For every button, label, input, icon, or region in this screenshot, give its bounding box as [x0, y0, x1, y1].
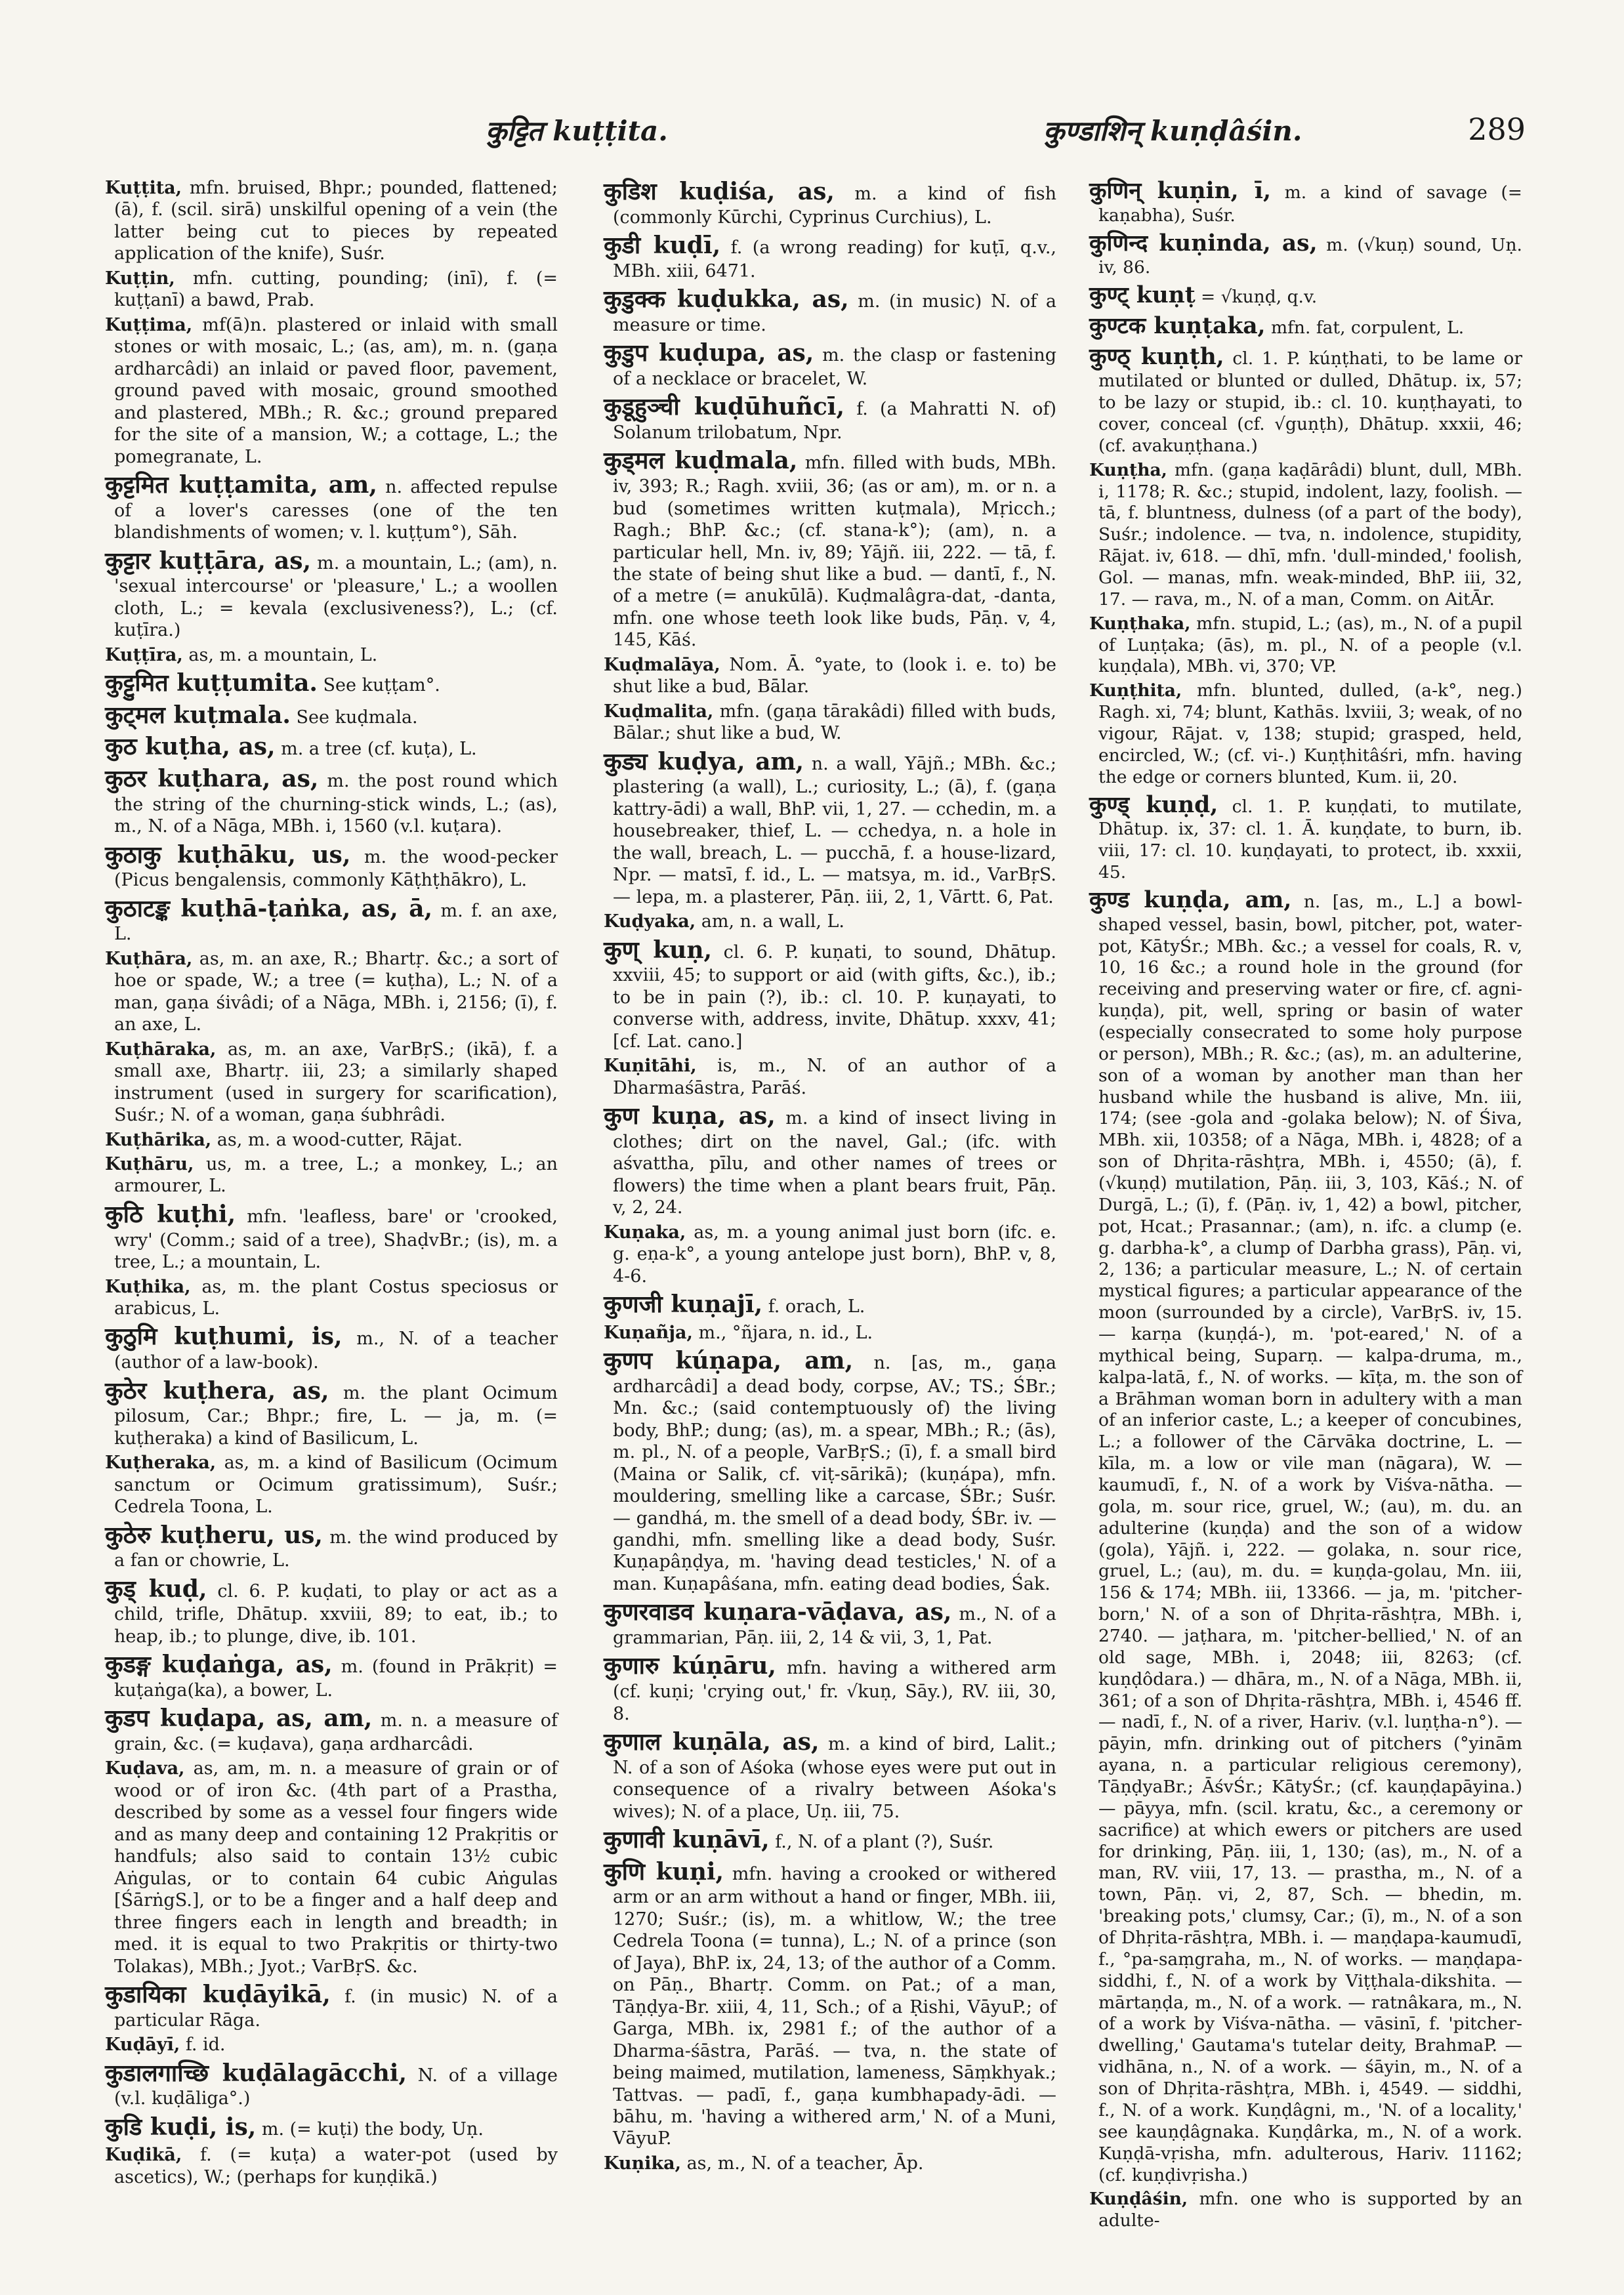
entry-definition: mfn. 'leafless, bare' or 'crooked, wry' (Comm.; said of a tree), ShaḍvBr.; (is), m. a tree, L.; a mountain, L. [114, 1206, 558, 1273]
left-running-head: कुट्टित kuṭṭita. [486, 115, 668, 147]
dictionary-entry [105, 701, 558, 730]
entry-headword: Kuṭhika, [105, 1276, 191, 1297]
dictionary-entry [105, 268, 558, 312]
entry-definition: m. the post round which the string of the churning-stick winds, L.; (as), m., N. of a Nāga, MBh. i, 1560 (v.l. kuṭara). [114, 771, 558, 837]
dictionary-entry [105, 1039, 558, 1127]
entry-definition: m., N. of a grammarian, Pāṇ. iii, 2, 14 & vii, 3, 1, Pat. [613, 1604, 1056, 1648]
entry-headword: Kuṇṭhita, [1089, 680, 1182, 701]
entry-definition: m. a kind of savage (= kaṇabha), Suśr. [1098, 182, 1522, 226]
entry-headword: कुण kuṇa, as, [604, 1102, 776, 1130]
entry-definition: Nom. Ā. °yate, to (look i. e. to) be shut like a bud, Bālar. [613, 654, 1056, 697]
entry-headword: कुण् kuṇ, [604, 936, 713, 964]
entry-definition: us, m. a tree, L.; a monkey, L.; an armourer, L. [114, 1154, 558, 1197]
entry-headword: कुण्ड kuṇḍa, am, [1089, 886, 1292, 913]
entry-definition: as, m. the plant Costus speciosus or arabicus, L. [114, 1276, 558, 1319]
entry-headword: Kuṭhāru, [105, 1154, 194, 1174]
entry-definition: n. affected repulse of a lover's caresses (one of the ten blandishments of women; v. l. kuṭṭum°), Sāh. [114, 477, 558, 543]
dictionary-entry [604, 911, 1056, 932]
entry-definition: m. the clasp or fastening of a necklace or bracelet, W. [613, 345, 1057, 389]
dictionary-entry [105, 470, 558, 544]
entry-headword: कुट्टमित kuṭṭamita, am, [105, 471, 377, 499]
entry-headword: Kuṇitāhi, [604, 1056, 697, 1077]
entry-definition: f. (a Mahratti N. of) Solanum trilobatum, Npr. [613, 399, 1056, 443]
dictionary-entry [105, 2059, 558, 2110]
entry-headword: कुडुक्क kuḍukka, as, [604, 285, 849, 314]
dictionary-entry [105, 1376, 558, 1450]
entry-headword: Kuṭheraka, [105, 1453, 217, 1474]
entry-headword: Kuṭhāra, [105, 948, 193, 969]
dictionary-entry [604, 1857, 1056, 2150]
entry-headword: कुण्ठ् kuṇṭh, [1089, 343, 1224, 370]
page-header [105, 112, 1526, 164]
dictionary-entry [105, 177, 558, 265]
dictionary-entry [604, 747, 1056, 908]
dictionary-entry [1089, 680, 1522, 788]
entry-headword: Kuṭhāraka, [105, 1039, 217, 1060]
dictionary-entry [105, 2144, 558, 2188]
entry-headword: कुडायिका kuḍāyikā, [105, 1981, 331, 2009]
entry-definition: m. f. an axe, L. [114, 900, 558, 945]
entry-definition: mf(ā)n. plastered or inlaid with small stones or with mosaic, L.; (as, am), m. n. (gaṇa ardharcâdi) an inlaid or paved floor, pavement, ground paved with mosaic, ground smoothed and plastered, MBh.; R. &c.; ground prepared for the site of a mansion, W.; a cottage, L.; the pomegranate, L. [114, 314, 558, 467]
dictionary-entry [105, 732, 558, 762]
dictionary-entry [105, 547, 558, 642]
right-running-head: कुण्डाशिन् kuṇḍâśin. [1043, 115, 1302, 147]
entry-definition: as, m. a wood-cutter, Rājat. [211, 1129, 463, 1150]
entry-definition: m., N. of a teacher (author of a law-book). [114, 1329, 558, 1373]
dictionary-entry [604, 1322, 1056, 1344]
dictionary-entry [105, 1153, 558, 1197]
entry-definition: m. (√kuṇ) sound, Uṇ. iv, 86. [1098, 234, 1522, 278]
dictionary-entry [105, 1129, 558, 1151]
dictionary-entry [105, 764, 558, 838]
dictionary-entry [1089, 312, 1522, 341]
dictionary-entry [604, 2153, 1056, 2174]
entry-headword: कुडि kuḍi, is, [105, 2113, 257, 2141]
dictionary-entry [1089, 613, 1522, 678]
entry-definition: m. a mountain, L.; (am), n. 'sexual intercourse' or 'pleasure,' L.; a woollen cloth, L.; = kevala (exclusiveness?), L.; (cf. kuṭīra.) [114, 552, 558, 641]
entry-headword: Kuḍyaka, [604, 911, 696, 932]
dictionary-entry [604, 1222, 1056, 1287]
dictionary-entry [105, 948, 558, 1036]
entry-definition: f. (a wrong reading) for kuṭī, q.v., MBh. xiii, 6471. [613, 238, 1057, 281]
dictionary-entry [1089, 230, 1522, 279]
dictionary-entry [105, 669, 558, 698]
entry-definition: is, m., N. of an author of a Dharmaśāstra, Parāś. [613, 1056, 1056, 1098]
entry-definition: N. of a village (v.l. kuḍāliga°.) [114, 2065, 558, 2109]
entry-definition: as, m. an axe, R.; Bhartṛ. &c.; a sort of hoe or spade, W.; a tree (= kuṭha), L.; N. of a man, gaṇa śivâdi; of a Nāga, MBh. i, 2156; (ī), f. an axe, L. [114, 948, 558, 1035]
entry-definition: as, am, m. n. a measure of grain or of wood or of iron &c. (4th part of a Prastha, described by some as a vessel four fingers wide and as many deep and containing 12 Prakṛitis or handfuls; also said to contain 13½ cubic Aṅgulas, or to contain 64 cubic Aṅgulas [ŚārṅgS.], or to be a finger and a half deep and three fingers each in length and breadth; in med. it is equal to two Prakṛitis or thirty-two Tolakas), MBh.; Jyot.; VarBṛS. &c. [114, 1758, 558, 1977]
entry-definition: m. the wood-pecker (Picus bengalensis, commonly Kāṭhṭhākro), L. [114, 846, 558, 891]
entry-definition: as, m., N. of a teacher, Āp. [681, 2153, 924, 2174]
entry-headword: कुठ kuṭha, as, [105, 733, 276, 761]
entry-definition: m. the plant Ocimum pilosum, Car.; Bhpr.; fire, L. — ja, m. (= kuṭheraka) a kind of Basilicum, L. [114, 1382, 558, 1449]
dictionary-entry [604, 701, 1056, 745]
entry-headword: कुड् kuḍ, [105, 1575, 207, 1603]
dictionary-entry [105, 1200, 558, 1273]
entry-headword: कुणजी kuṇajī, [604, 1290, 763, 1318]
column-3 [1089, 177, 1522, 2235]
entry-headword: Kuṇḍâśin, [1089, 2189, 1188, 2210]
entry-definition: cl. 6. P. kuḍati, to play or act as a child, trifle, Dhātup. xxviii, 89; to eat, ib.; to heap, ib.; to plunge, dive, ib. 101. [114, 1581, 558, 1647]
entry-definition: f. (in music) N. of a particular Rāga. [114, 1987, 558, 2031]
entry-definition: as, m. a kind of Basilicum (Ocimum sanctum or Ocimum gratissimum), Suśr.; Cedrela Toona, L. [114, 1453, 558, 1518]
entry-headword: कुणिन्द kuṇinda, as, [1089, 230, 1318, 257]
entry-definition: n. a wall, Yājñ.; MBh. &c.; plastering (a wall), L.; curiosity, L.; (ā), f. (gaṇa kattry-ādi) a wall, BhP. vii, 1, 27. — cchedin, m. a housebreaker, thief, L. — cchedya, n. a hole in the wall, breach, L. — pucchā, f. a house-lizard, Npr. — matsī, f. id., L. — matsya, m. id., VarBṛS. — lepa, m. a plasterer, Pāṇ. iii, 2, 1, Vārtt. 6, Pat. [613, 753, 1056, 907]
entry-headword: कुणप kúṇapa, am, [604, 1347, 854, 1375]
entry-headword: Kuṭhārika, [105, 1129, 212, 1150]
entry-headword: कुठि kuṭhi, [105, 1200, 236, 1228]
dictionary-entry [604, 231, 1056, 282]
entry-definition: = √kuṇḍ, q.v. [1195, 287, 1318, 308]
dictionary-entry [604, 177, 1056, 228]
dictionary-entry [604, 285, 1056, 336]
entry-headword: कुड्मल kuḍmala, [604, 447, 798, 475]
entry-headword: कुणि kuṇi, [604, 1857, 724, 1886]
dictionary-entry [604, 1102, 1056, 1219]
dictionary-entry [1089, 791, 1522, 884]
entry-headword: Kuṇṭha, [1089, 459, 1167, 480]
dictionary-entry [1089, 2189, 1522, 2232]
dictionary-entry [105, 2034, 558, 2056]
entry-definition: mfn. stupid, L.; (as), m., N. of a pupil of Luṇṭaka; (ās), m. pl., N. of a people (v.l. kuṇḍala), MBh. vi, 370; VP. [1098, 613, 1522, 677]
entry-definition: mfn. (gaṇa tārakâdi) filled with buds, Bālar.; shut like a bud, W. [613, 701, 1056, 744]
entry-headword: कुट्टुमित kuṭṭumita. [105, 669, 318, 697]
entry-headword: Kuṭṭima, [105, 314, 193, 335]
entry-headword: कुणाल kuṇāla, as, [604, 1728, 820, 1756]
entry-headword: कुडालगाच्छि kuḍālagācchi, [105, 2059, 407, 2087]
entry-definition: cl. 6. P. kuṇati, to sound, Dhātup. xxviii, 45; to support or aid (with gifts, &c.), ib.; to be in pain (?), ib.: cl. 10. P. kuṇayati, to converse with, address, invite, Dhātup. xxxv, 41; [cf. Lat. cano.] [613, 941, 1056, 1052]
dictionary-entry [1089, 886, 1522, 2186]
entry-headword: Kuḍikā, [105, 2145, 182, 2166]
entry-definition: mfn. filled with buds, MBh. iv, 393; R.; Ragh. xviii, 36; (as or am), m. or n. a bud (sometimes written kuṭmala), Mṛicch.; Ragh.; BhP. &c.; (cf. stana-k°); (am), n. a particular hell, Mn. iv, 89; Yājñ. iii, 222. — tā, f. the state of being shut like a bud. — dantī, f., N. of a metre (= anukūlā). Kuḍmalâgra-dat, -danta, mfn. one whose teeth look like buds, Pāṇ. v, 4, 145, Kāś. [613, 453, 1056, 651]
entry-headword: कुण्ट् kuṇṭ [1089, 282, 1196, 309]
dictionary-entry [604, 1598, 1056, 1649]
entry-headword: Kuṭṭīra, [105, 644, 183, 665]
dictionary-entry [105, 1276, 558, 1320]
entry-definition: mfn. cutting, pounding; (inī), f. (= kuṭṭanī) a bawd, Prab. [114, 268, 558, 311]
dictionary-entry [604, 1651, 1056, 1725]
dictionary-entry [604, 936, 1056, 1053]
entry-headword: कुडिश kuḍiśa, as, [604, 178, 835, 205]
entry-headword: Kuḍāyī, [105, 2035, 180, 2056]
dictionary-entry [105, 1980, 558, 2031]
dictionary-entry [105, 894, 558, 945]
dictionary-entry [105, 1758, 558, 1977]
entry-headword: कुठेर kuṭhera, as, [105, 1376, 329, 1405]
dictionary-entry [604, 446, 1056, 651]
dictionary-entry [105, 1650, 558, 1701]
entry-definition: mfn. having a crooked or withered arm or an arm without a hand or finger, MBh. iii, 1270; Suśr.; (is), m. a whitlow, W.; the tree Cedrela Toona (= tunna), L.; N. of a prince (son of Jaya), BhP. ix, 24, 13; of the author of a Comm. on Pāṇ., Bhartṛ. Comm. on Pat.; of a man, Tāṇḍya-Br. xiii, 4, 11, Sch.; of a Ṛishi, VāyuP.; of Garga, MBh. ix, 2981 f.; of the author of a Dharma-śāstra, Parāś. — tva, n. the state of being maimed, mutilation, lameness, Sāṃkhyak.; Tattvas. — padī, f., gaṇa kumbhapady-ādi. — bāhu, m. 'having a withered arm,' N. of a Muni, VāyuP. [613, 1863, 1056, 2149]
entry-definition: f., N. of a plant (?), Suśr. [769, 1832, 994, 1853]
entry-headword: कुडप kuḍapa, as, am, [105, 1705, 373, 1733]
dictionary-entry [105, 644, 558, 666]
entry-definition: cl. 1. P. kuṇḍati, to mutilate, Dhātup. ix, 37: cl. 1. Ā. kuṇḍate, to burn, ib. viii, 17: cl. 10. kuṇḍayati, to protect, ib. xxxii, 45. [1098, 796, 1523, 883]
entry-headword: कुट्मल kuṭmala. [105, 701, 291, 729]
entry-headword: कुडूहुञ्ची kuḍūhuñcī, [604, 393, 845, 421]
entry-definition: am, n. a wall, L. [696, 911, 845, 932]
dictionary-entry [105, 840, 558, 892]
entry-definition: m. n. a measure of grain, &c. (= kuḍava), gaṇa ardharcâdi. [114, 1710, 558, 1754]
entry-definition: m. a kind of insect living in clothes; dirt on the navel, Gal.; (ifc. with aśvattha, pīlu, and other names of trees or flowers) the time when a plant bears fruit, Pāṇ. v, 2, 24. [613, 1108, 1056, 1218]
entry-headword: कुण्ड् kuṇḍ, [1089, 791, 1218, 818]
column-1 [105, 177, 558, 2191]
entry-definition: m. (in music) N. of a measure or time. [613, 291, 1056, 335]
entry-definition: n. [as, m., gaṇa ardharcâdi] a dead body, corpse, AV.; TS.; ŚBr.; Mn. &c.; (said contemptuously of) the living body, BhP.; dung; (as), m. a spear, MBh.; R.; (ās), m. pl., N. of a people, VarBṛS.; (ī), f. a small bird (Maina or Salik, cf. viṭ-sārikā); (kuṇápa), mfn. mouldering, smelling like a carcase, ŚBr.; Suśr. — gandhá, m. the smell of a dead body, ŚBr. iv. — gandhi, mfn. smelling like a dead body, Suśr. Kuṇapâṇḍya, m. 'having dead testicles,' N. of a man. Kuṇapâśana, mfn. eating dead bodies, Śak. [613, 1353, 1056, 1594]
entry-headword: कुठुमि kuṭhumi, is, [105, 1323, 343, 1351]
entry-definition: mfn. bruised, Bhpr.; pounded, flattened; (ā), f. (scil. sirā) unskilful opening of a vein (the latter being cut to pieces by repeated application of the knife), Suśr. [114, 178, 558, 264]
entry-headword: कुण्टक kuṇṭaka, [1089, 312, 1266, 339]
entry-headword: कुडी kuḍī, [604, 232, 721, 260]
dictionary-entry [604, 339, 1056, 390]
dictionary-entry [1089, 281, 1522, 310]
entry-definition: m. the wind produced by a fan or chowrie, L. [114, 1527, 558, 1571]
entry-definition: m. (= kuṭi) the body, Uṇ. [256, 2119, 484, 2140]
entry-definition: m. a kind of fish (commonly Kūrchi, Cyprinus Curchius), L. [613, 184, 1056, 228]
dictionary-entry [1089, 460, 1522, 611]
entry-definition: mfn. having a withered arm (cf. kuṇi; 'crying out,' fr. √kuṇ, Sāy.), RV. iii, 30, 8. [613, 1658, 1056, 1724]
entry-headword: Kuṇaka, [604, 1222, 686, 1243]
entry-headword: कुड्य kuḍya, am, [604, 747, 804, 775]
entry-definition: mfn. fat, corpulent, L. [1265, 317, 1465, 338]
entry-definition: cl. 1. P. kúṇṭhati, to be lame or mutilated or blunted or dulled, Dhātup. ix, 57; to be lazy or stupid, ib.: cl. 10. kuṇṭhayati, to cover, conceal (cf. √guṇṭh), Dhātup. xxxii, 46; (cf. avakuṇṭhana.) [1098, 348, 1522, 456]
entry-definition: m. (found in Prākṛit) = kuṭaṅga(ka), a bower, L. [114, 1657, 558, 1701]
entry-headword: Kuṇañja, [604, 1322, 693, 1343]
entry-definition: mfn. one who is supported by an adulte- [1098, 2189, 1522, 2231]
entry-definition: m. a tree (cf. kuṭa), L. [275, 739, 477, 760]
column-2 [604, 177, 1056, 2177]
entry-headword: Kuḍmalāya, [604, 654, 720, 675]
entry-headword: Kuṭṭin, [105, 268, 175, 289]
dictionary-entry [105, 1575, 558, 1648]
entry-definition: as, m. an axe, VarBṛS.; (ikā), f. a small axe, Bhartṛ. iii, 23; a similarly shaped instrument (used in surgery for scarification), Suśr.; N. of a woman, gaṇa śubhrâdi. [114, 1039, 558, 1126]
entry-headword: Kuṇika, [604, 2153, 681, 2174]
entry-headword: कुडङ्ग kuḍaṅga, as, [105, 1651, 333, 1679]
entry-headword: Kuṭṭita, [105, 178, 182, 198]
entry-headword: Kuḍava, [105, 1758, 185, 1779]
entry-definition: See kuḍmala. [290, 707, 418, 728]
dictionary-entry [604, 1825, 1056, 1855]
dictionary-entry [604, 1346, 1056, 1595]
entry-headword: कुठर kuṭhara, as, [105, 765, 319, 793]
entry-headword: कुणरवाडव kuṇara-vāḍava, as, [604, 1598, 952, 1626]
entry-definition: mfn. blunted, dulled, (a-k°, neg.) Ragh. xi, 74; blunt, Kathās. lxviii, 3; weak, of no vigour, Rājat. v, 138; stupid; grasped, held, encircled, W.; (cf. vi-.) Kuṇṭhitâśri, mfn. having the edge or corners blunted, Kum. ii, 20. [1098, 680, 1522, 787]
dictionary-entry [604, 1055, 1056, 1099]
dictionary-entry [604, 392, 1056, 444]
entry-headword: कुठेरु kuṭheru, us, [105, 1521, 323, 1549]
entry-definition: f. id. [180, 2035, 226, 2056]
entry-definition: as, m. a mountain, L. [182, 644, 378, 665]
entry-definition: f. orach, L. [762, 1296, 865, 1317]
entry-headword: कुठाटङ्क kuṭhā-ṭaṅka, as, ā, [105, 894, 433, 922]
dictionary-entry [604, 654, 1056, 698]
dictionary-entry [105, 1322, 558, 1373]
entry-definition: n. [as, m., L.] a bowl-shaped vessel, basin, bowl, pitcher, pot, water-pot, KātyŚr.; MBh. &c.; a vessel for coals, R. v, 10, 16 &c.; a round hole in the ground (for receiving and preserving water or fire, cf. agni-kuṇḍa), pit, well, spring or basin of water (especially consecrated to some holy purpose or person), MBh.; R. &c.; (as), m. an adulterine, son of a woman by another man than her husband while the husband is alive, Mn. iii, 174; (see -gola and -golaka below); N. of Śiva, MBh. xii, 10358; of a Nāga, MBh. i, 4828; of a son of Dhṛita-rāshṭra, MBh. i, 4550; (ā), f. (√kuṇḍ) mutilation, Pāṇ. iii, 3, 103, Kāś.; N. of Durgā, L.; (ī), f. (Pāṇ. iv, 1, 42) a bowl, pitcher, pot, Hcat.; Prasannar.; (am), n. ifc. a clump (e. g. darbha-k°, a clump of Darbha grass), Pāṇ. vi, 2, 136; a particular measure, L.; N. of certain mystical figures; a particular appearance of the moon (surrounded by a circle), VarBṛS. iv, 15. — karṇa (kuṇḍá-), m. 'pot-eared,' N. of a mythical being, Suparṇ. — kalpa-druma, m., kalpa-latā, f., N. of works. — kīṭa, m. the son of a Brāhman woman born in adultery with a man of an inferior caste, L.; a keeper of concubines, L.; a follower of the Cārvāka doctrine, L. — kīla, m. a low or vile man (nāgara), W. — kaumudī, f., N. of a work by Viśva-nātha. — gola, m. sour rice, gruel, W.; (au), m. du. an adulterine (kuṇḍa) and the son of a widow (gola), Yājñ. i, 222. — golaka, n. sour rice, gruel, L.; (au), m. du. = kuṇḍa-golau, Mn. iii, 156 & 174; MBh. iii, 13366. — ja, m. 'pitcher-born,' N. of a son of Dhṛita-rāshṭra, MBh. i, 2740. — jaṭhara, m. 'pitcher-bellied,' N. of an old sage, MBh. i, 2048; iii, 8263; (cf. kuṇḍôdara.) — dhāra, m., N. of a Nāga, MBh. ii, 361; of a son of Dhṛita-rāshṭra, MBh. i, 4546 ff. — nadī, f., N. of a river, Hariv. (v.l. luṇṭha-n°). — pāyin, mfn. drinking out of pitchers (°yinām ayana, n. a particular religious ceremony), TāṇḍyaBr.; ĀśvŚr.; KātyŚr.; (cf. kauṇḍapāyina.) — pāyya, mfn. (scil. kratu, &c., a ceremony or sacrifice) at which ewers or pitchers are used for drinking, Pāṇ. iii, 1, 130; (as), m., N. of a man, RV. viii, 17, 13. — prastha, m., N. of a town, Pāṇ. vi, 2, 87, Sch. — bhedin, m. 'breaking pots,' clumsy, Car.; (ī), m., N. of a son of Dhṛita-rāshṭra, MBh. i. — maṇḍapa-kaumudī, f., °pa-saṃgraha, m., N. of works. — maṇḍapa-siddhi, f., N. of a work by Viṭṭhala-dikshita. — mārtaṇḍa, m., N. of a work. — ratnâkara, m., N. of a work by Viśva-nātha. — vāsinī, f. 'pitcher-dwelling,' Gautama's tutelar deity, BrahmaP. — vidhāna, n., N. of a work. — śāyin, m., N. of a son of Dhṛita-rāshṭra, MBh. i, 4549. — siddhi, f., N. of a work. Kuṇḍâgni, m., 'N. of a locality,' see kauṇḍâgnaka. Kuṇḍârka, m., N. of a work. Kuṇḍā-vṛisha, mfn. adulterous, Hariv. 11162; (cf. kuṇḍivṛisha.) [1098, 891, 1522, 2185]
entry-headword: कुणावी kuṇāvī, [604, 1826, 770, 1854]
dictionary-entry [1089, 177, 1522, 227]
entry-definition: See kuṭṭam°. [317, 675, 440, 696]
entry-headword: कुणारु kúṇāru, [604, 1652, 776, 1680]
entry-headword: कुणिन् kuṇin, ī, [1089, 178, 1271, 204]
entry-headword: Kuḍmalita, [604, 701, 714, 722]
entry-definition: as, m. a young animal just born (ifc. e. g. eṇa-k°, a young antelope just born), BhP. v, 8, 4-6. [613, 1222, 1056, 1287]
dictionary-entry [105, 1704, 558, 1755]
entry-definition: m., °ñjara, n. id., L. [692, 1322, 873, 1343]
dictionary-entry [105, 1452, 558, 1518]
page-number: 289 [1468, 112, 1526, 147]
entry-definition: mfn. (gaṇa kaḍārâdi) blunt, dull, MBh. i, 1178; R. &c.; stupid, indolent, lazy, foolish. — tā, f. bluntness, dulness (of a part of the body), Suśr.; indolence. — tva, n. indolence, stupidity, Rājat. iv, 618. — dhī, mfn. 'dull-minded,' foolish, Gol. — manas, mfn. weak-minded, BhP. iii, 32, 17. — rava, m., N. of a man, Comm. on AitĀr. [1098, 459, 1522, 610]
dictionary-entry [105, 314, 558, 468]
dictionary-entry [105, 1521, 558, 1572]
entry-headword: कुठाकु kuṭhāku, us, [105, 840, 351, 869]
dictionary-entry [604, 1727, 1056, 1823]
entry-headword: कुट्टार kuṭṭāra, as, [105, 547, 312, 575]
dictionary-entry [105, 2113, 558, 2142]
dictionary-entry [1089, 343, 1522, 457]
entry-headword: Kuṇṭhaka, [1089, 613, 1191, 634]
entry-definition: m. a kind of bird, Lalit.; N. of a son of Aśoka (whose eyes were put out in consequence of a rivalry between Aśoka's wives); N. of a place, Uṇ. iii, 75. [613, 1734, 1056, 1822]
dictionary-entry [604, 1290, 1056, 1319]
entry-definition: f. (= kuṭa) a water-pot (used by ascetics), W.; (perhaps for kuṇḍikā.) [114, 2145, 558, 2187]
entry-headword: कुडुप kuḍupa, as, [604, 339, 814, 367]
